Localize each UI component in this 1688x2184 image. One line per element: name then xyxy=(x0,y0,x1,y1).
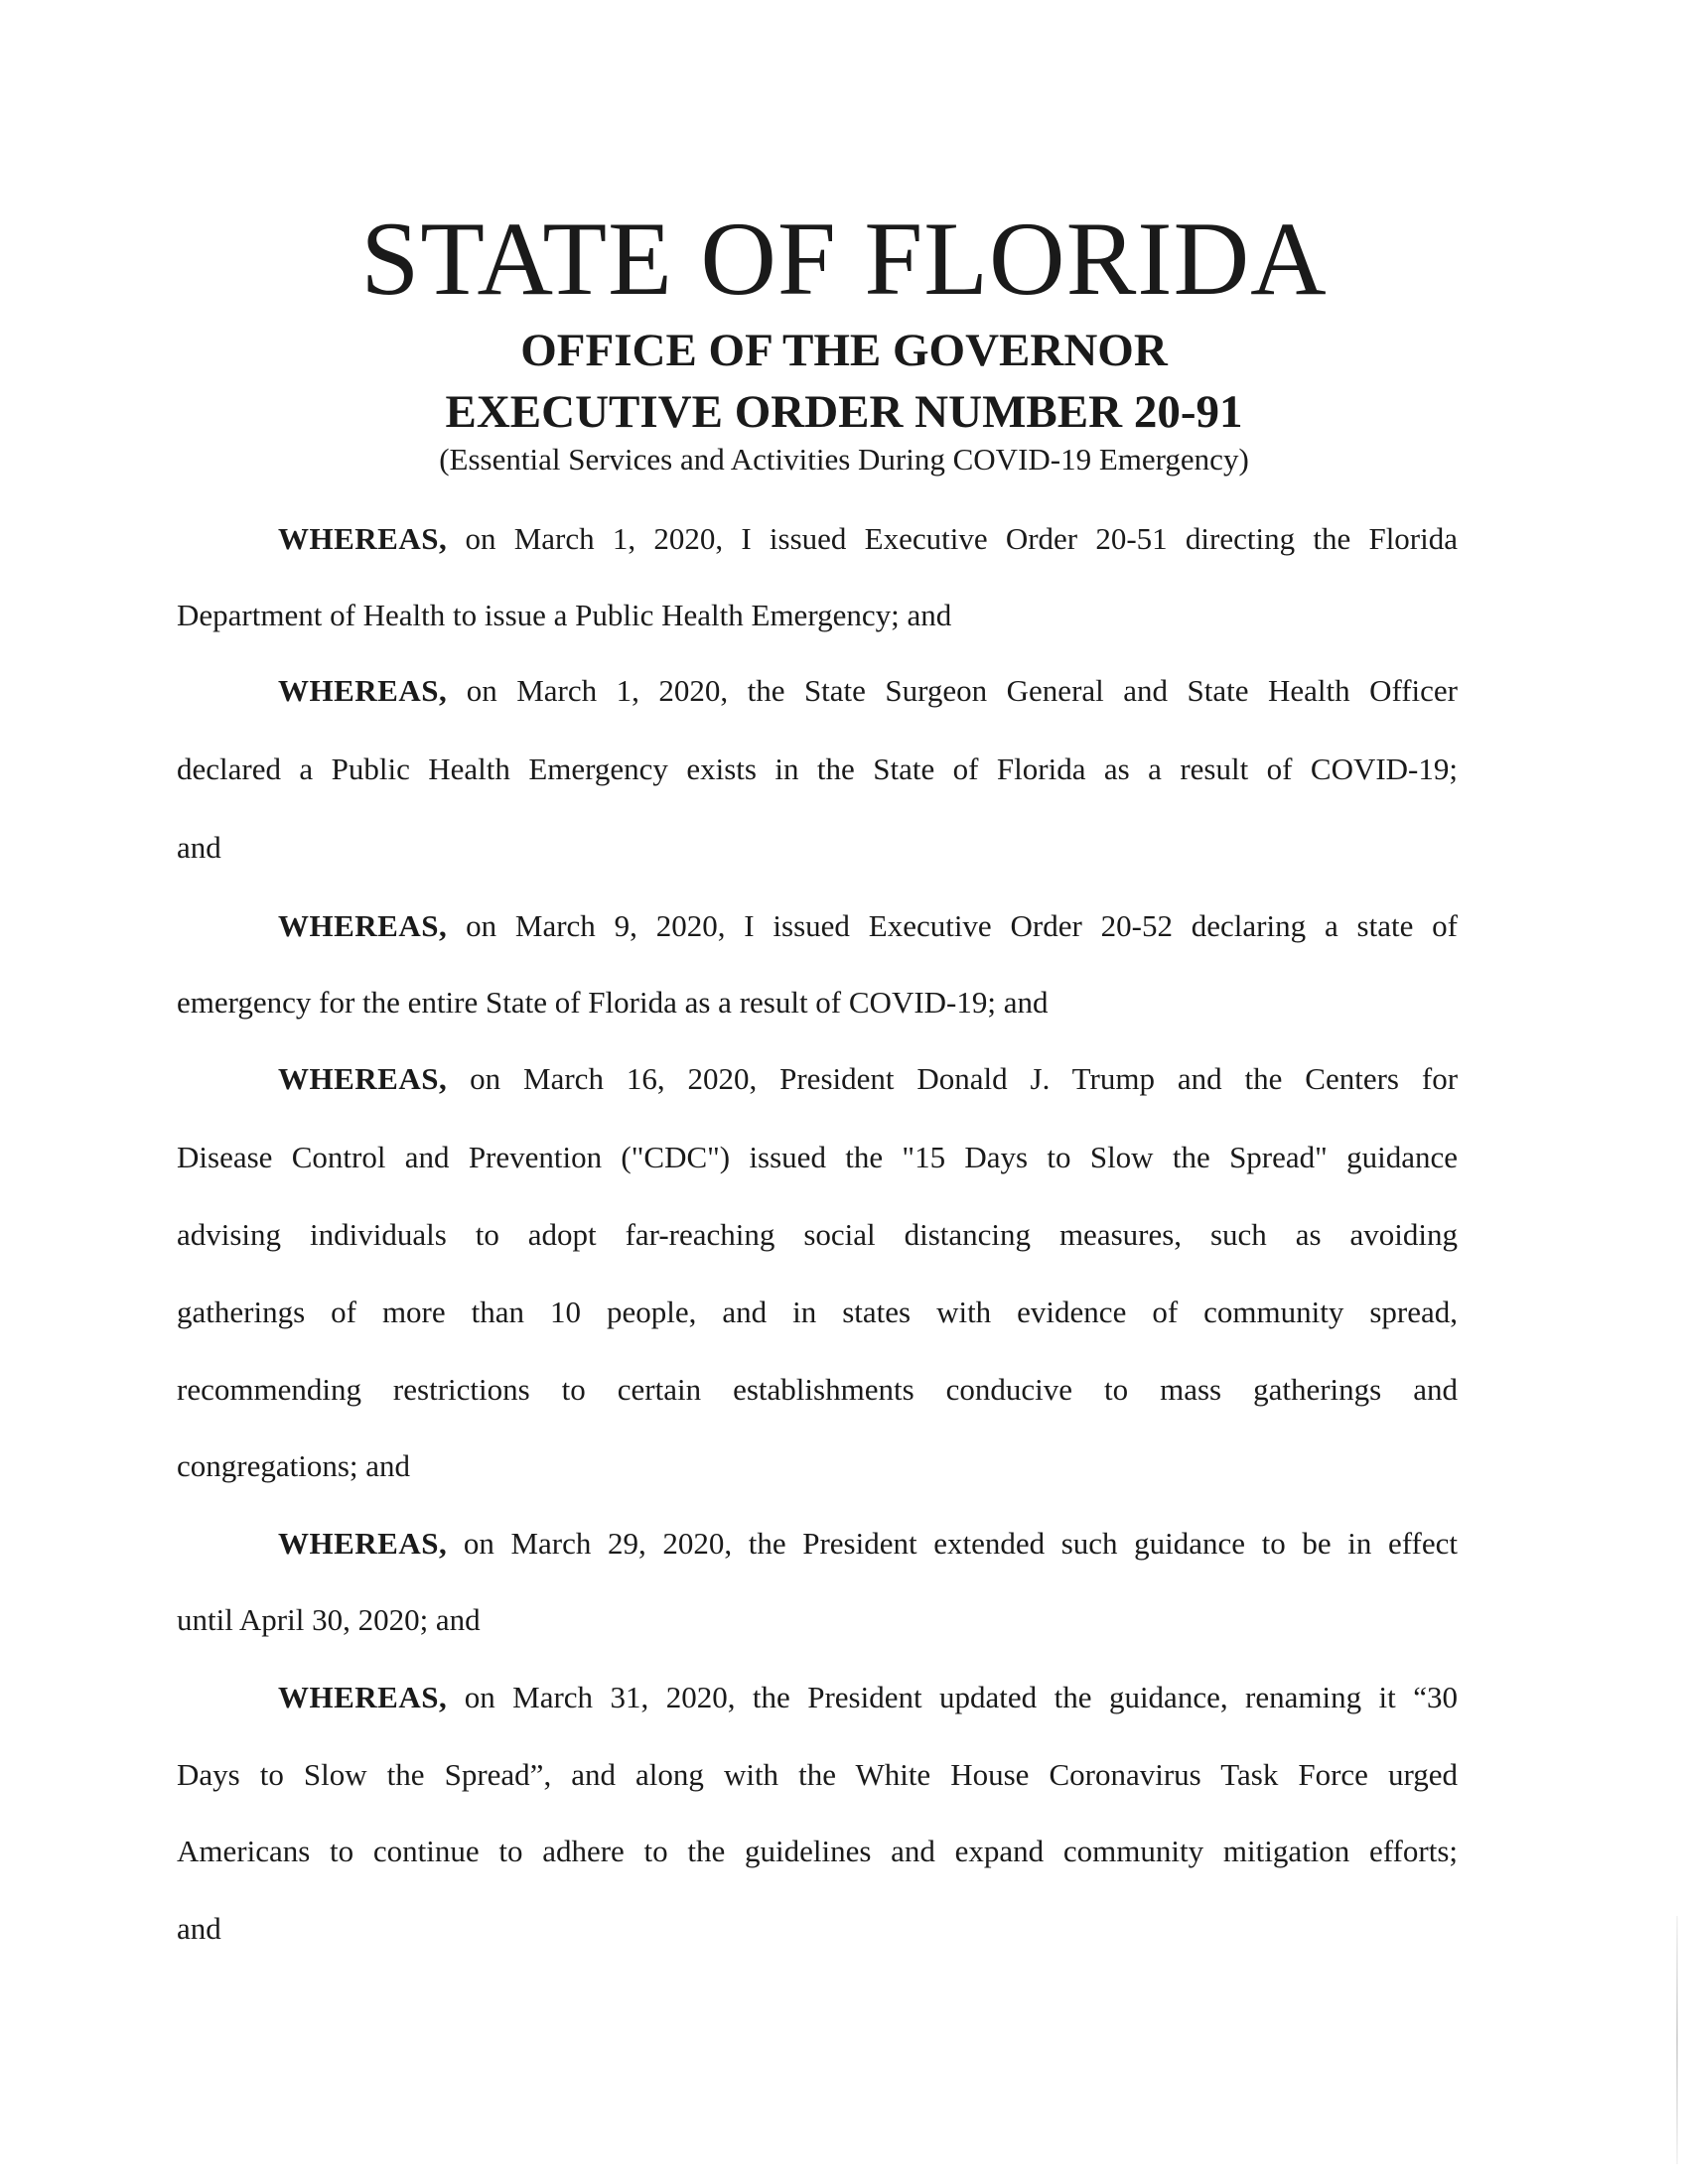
whereas-keyword: WHEREAS, xyxy=(278,673,448,708)
paragraph-line: Department of Health to issue a Public Health Emergency; and xyxy=(177,598,952,632)
paragraph-line: and xyxy=(177,1911,221,1946)
whereas-keyword: WHEREAS, xyxy=(278,1526,448,1561)
paragraph-5-first-line xyxy=(278,1526,1458,1562)
paragraph-line: gatherings of more than 10 people, and in states with evidence of community spread, xyxy=(177,1295,1458,1329)
paragraph-line: and xyxy=(177,830,221,865)
paragraph-line: Disease Control and Prevention ("CDC") issued the "15 Days to Slow the Spread" guidance xyxy=(177,1140,1458,1174)
paragraph-text: on March 1, 2020, the State Surgeon General and State Health Officer xyxy=(466,673,1459,708)
state-title: STATE OF FLORIDA xyxy=(360,201,1328,317)
paragraph-line: until April 30, 2020; and xyxy=(177,1602,481,1637)
paragraph-text: on March 29, 2020, the President extended such guidance to be in effect xyxy=(463,1526,1459,1561)
order-subtitle: (Essential Services and Activities During COVID-19 Emergency) xyxy=(439,442,1249,477)
paragraph-3-first-line xyxy=(278,908,1458,944)
office-heading: OFFICE OF THE GOVERNOR xyxy=(520,325,1168,376)
paragraph-text: on March 1, 2020, I issued Executive Order 20-51 directing the Florida xyxy=(465,521,1459,556)
paragraph-line: congregations; and xyxy=(177,1448,411,1483)
paragraph-6-first-line xyxy=(278,1680,1458,1715)
paragraph-line: Americans to continue to adhere to the guidelines and expand community mitigation efforts; xyxy=(177,1834,1458,1868)
whereas-keyword: WHEREAS, xyxy=(278,1061,448,1096)
paragraph-line: recommending restrictions to certain establishments conducive to mass gatherings and xyxy=(177,1372,1458,1407)
whereas-keyword: WHEREAS, xyxy=(278,908,448,943)
paragraph-line: advising individuals to adopt far-reaching social distancing measures, such as avoiding xyxy=(177,1217,1458,1252)
whereas-keyword: WHEREAS, xyxy=(278,521,448,556)
paragraph-2-first-line xyxy=(278,673,1458,709)
paragraph-4-first-line xyxy=(278,1061,1458,1097)
paragraph-text: on March 31, 2020, the President updated the guidance, renaming it “30 xyxy=(464,1680,1458,1714)
paragraph-line: Days to Slow the Spread”, and along with the White House Coronavirus Task Force urged xyxy=(177,1757,1458,1792)
paragraph-line: declared a Public Health Emergency exists in the State of Florida as a result of COVID-19; xyxy=(177,751,1458,786)
paragraph-text: on March 9, 2020, I issued Executive Order 20-52 declaring a state of xyxy=(466,908,1458,943)
paragraph-line: emergency for the entire State of Florida as a result of COVID-19; and xyxy=(177,985,1049,1020)
scan-edge-shadow xyxy=(1676,1916,1678,2164)
paragraph-1-first-line xyxy=(278,521,1458,557)
whereas-keyword: WHEREAS, xyxy=(278,1680,448,1714)
order-number-heading: EXECUTIVE ORDER NUMBER 20-91 xyxy=(445,386,1243,438)
paragraph-text: on March 16, 2020, President Donald J. Trump and the Centers for xyxy=(470,1061,1459,1096)
